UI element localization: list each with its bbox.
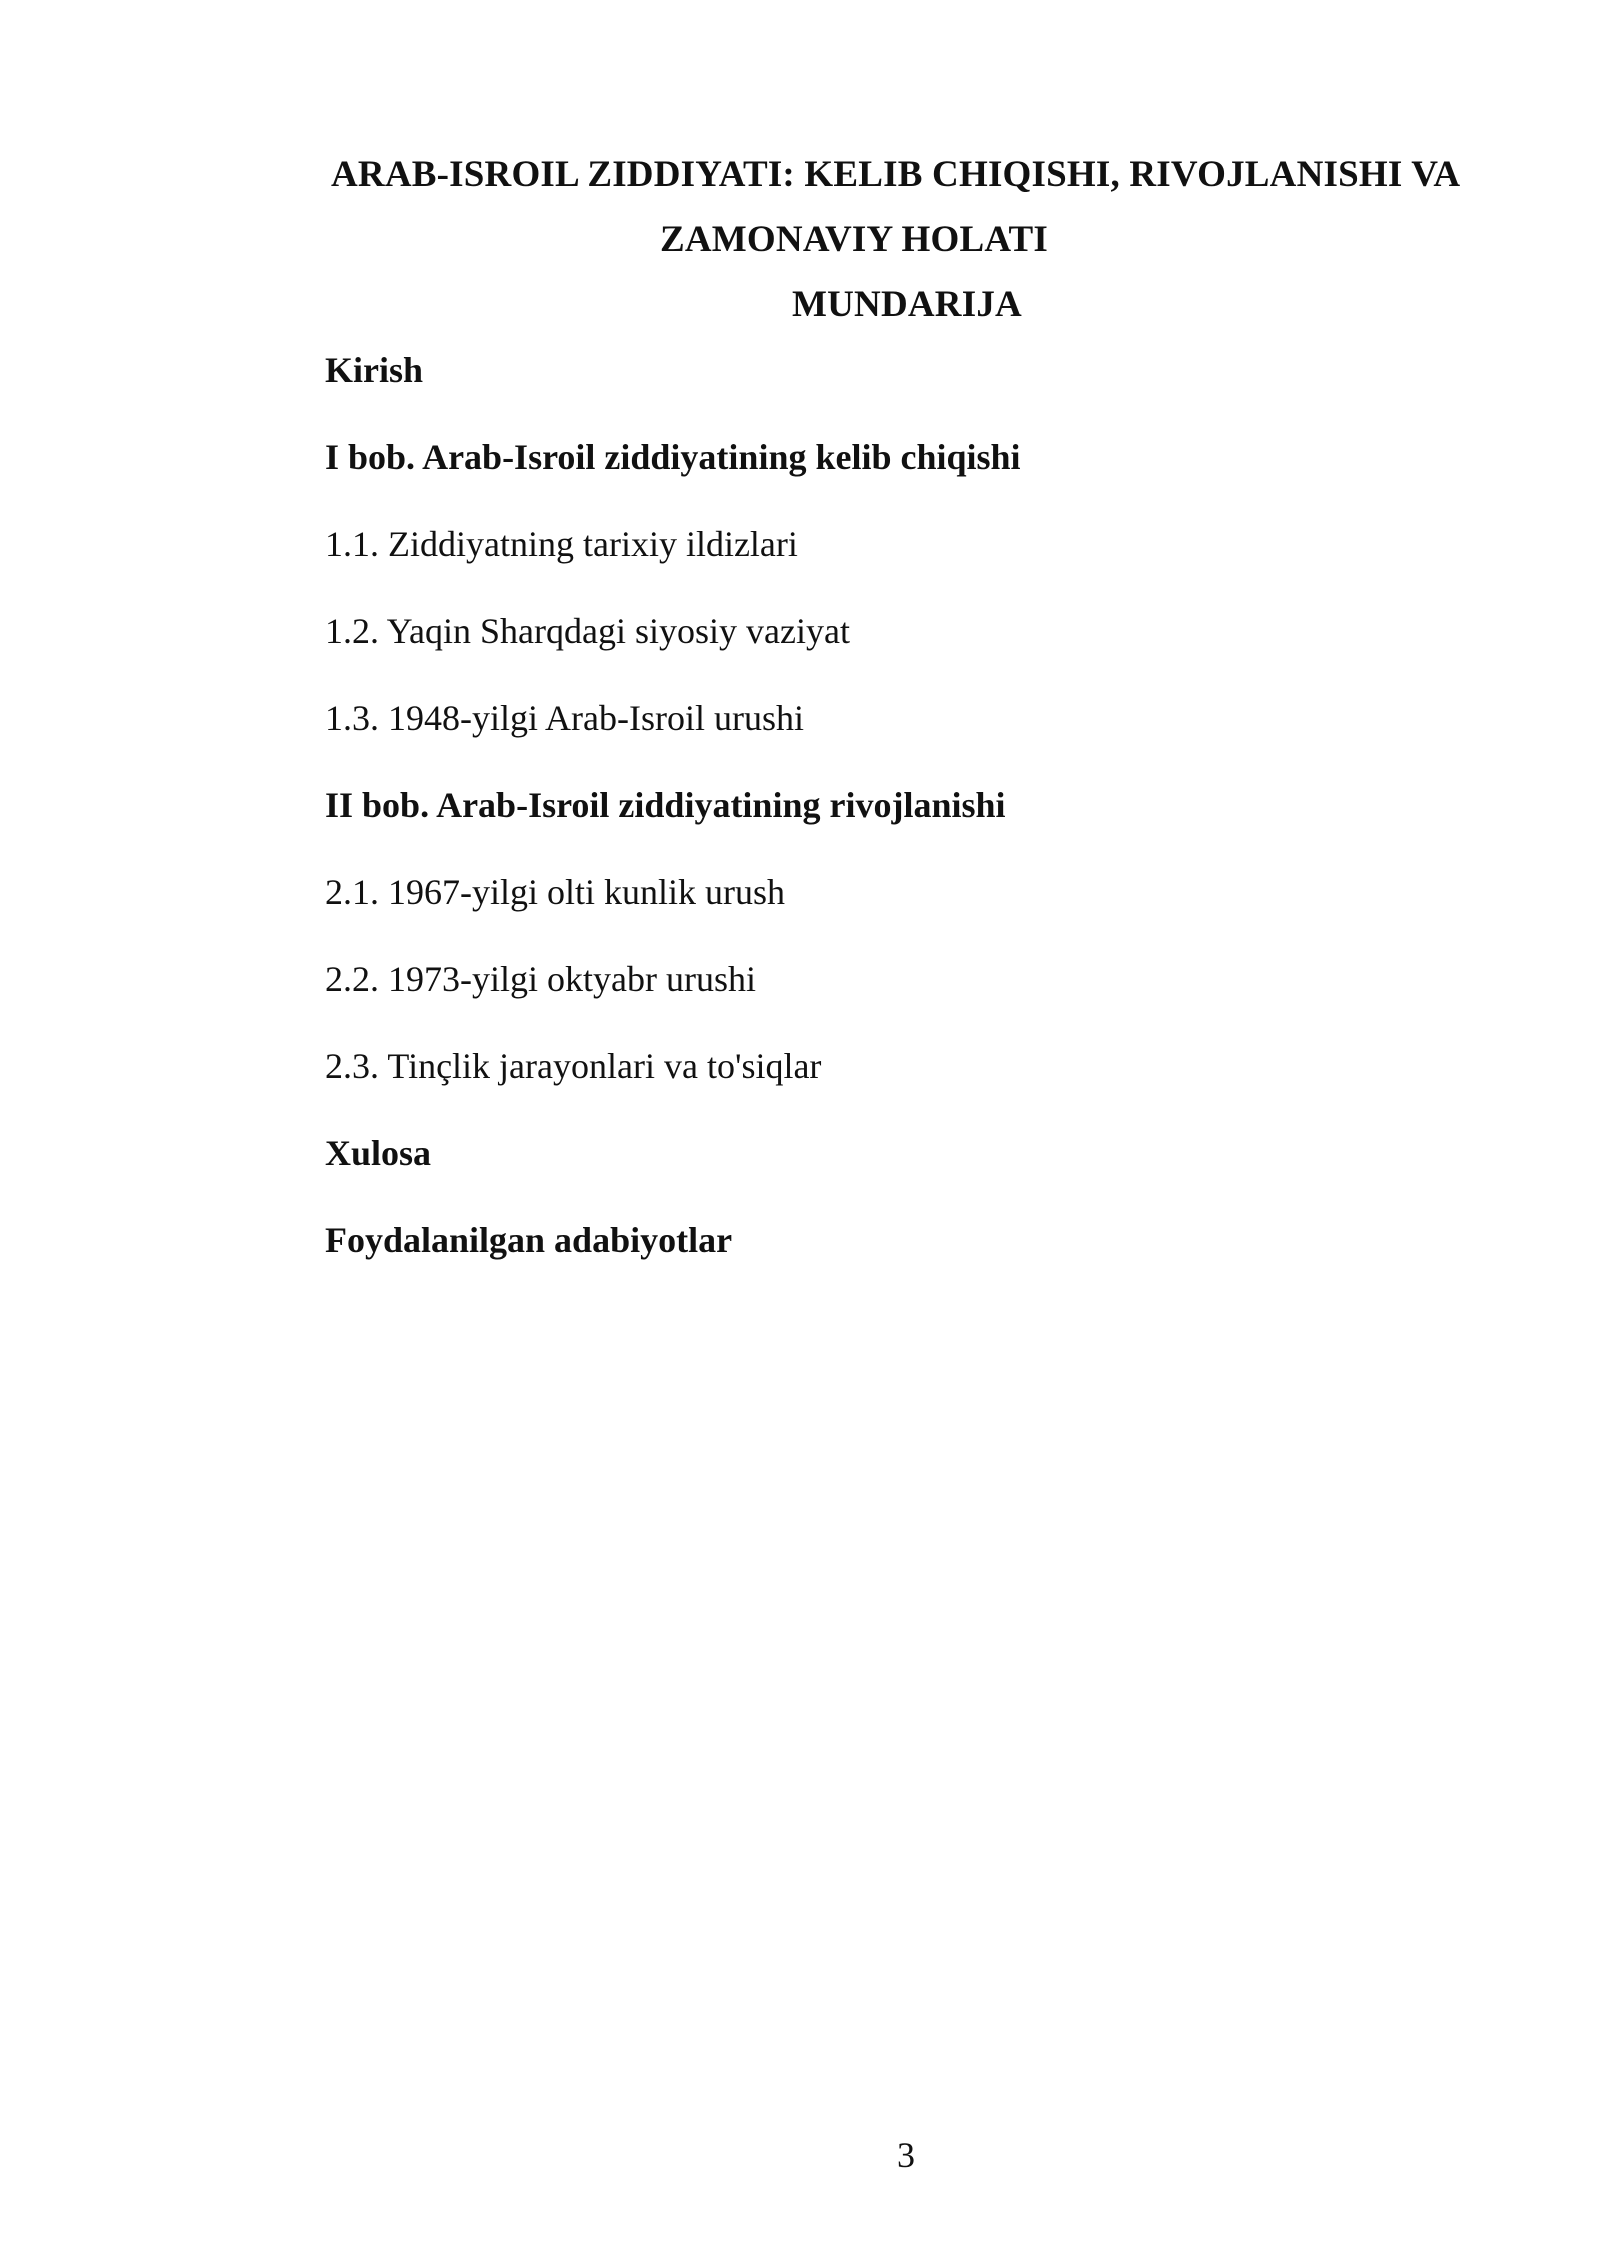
toc-item-section-2-1: 2.1. 1967-yilgi olti kunlik urush (325, 872, 786, 912)
toc-item-section-1-1: 1.1. Ziddiyatning tarixiy ildizlari (325, 524, 798, 564)
document-title-line-1: ARAB-ISROIL ZIDDIYATI: KELIB CHIQISHI, RIVOJLANISHI VA (331, 154, 1461, 195)
toc-item-chapter-2: II bob. Arab-Isroil ziddiyatining rivojlanishi (325, 785, 1006, 825)
table-of-contents-heading: MUNDARIJA (792, 284, 1022, 325)
document-title-line-2: ZAMONAVIY HOLATI (660, 219, 1048, 260)
toc-item-section-2-2: 2.2. 1973-yilgi oktyabr urushi (325, 959, 756, 999)
toc-item-section-2-3: 2.3. Tinçlik jarayonlari va to'siqlar (325, 1046, 822, 1086)
toc-item-chapter-1: I bob. Arab-Isroil ziddiyatining kelib chiqishi (325, 437, 1021, 477)
page-number: 3 (897, 2135, 915, 2175)
toc-item-references: Foydalanilgan adabiyotlar (325, 1220, 733, 1260)
toc-item-introduction: Kirish (325, 350, 424, 390)
toc-item-section-1-3: 1.3. 1948-yilgi Arab-Isroil urushi (325, 698, 804, 738)
toc-item-section-1-2: 1.2. Yaqin Sharqdagi siyosiy vaziyat (325, 611, 850, 651)
toc-item-conclusion: Xulosa (325, 1133, 432, 1173)
table-of-contents (325, 348, 1021, 1305)
